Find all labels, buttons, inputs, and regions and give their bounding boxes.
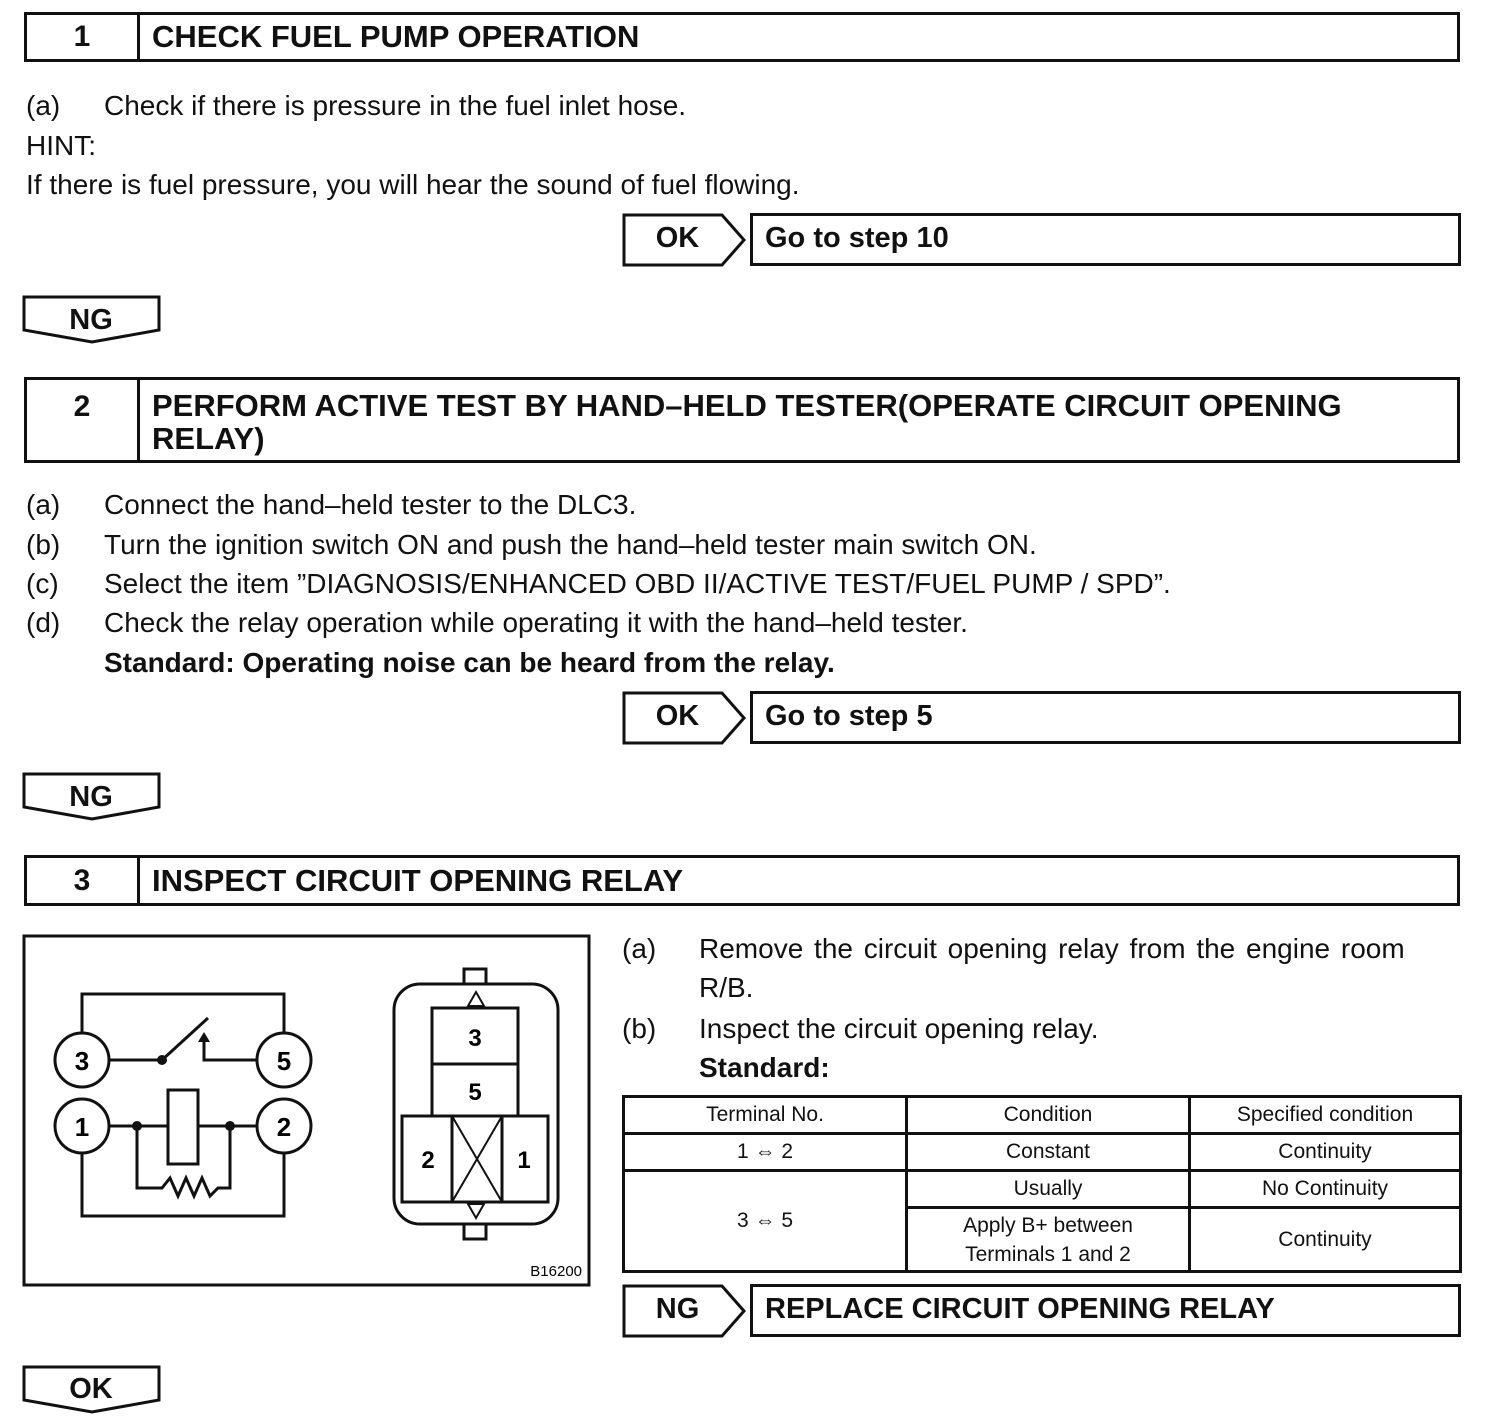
step-2-header	[24, 377, 1460, 463]
table-cell: 1 ⇔ 2	[624, 1134, 907, 1171]
item-text-cont: R/B.	[699, 972, 754, 1003]
step-title: INSPECT CIRCUIT OPENING RELAY	[152, 863, 684, 898]
table-cell: No Continuity	[1190, 1171, 1461, 1208]
table-cell-line: Terminals 1 and 2	[965, 1242, 1131, 1266]
ok-result-box: Go to step 5	[750, 691, 1461, 744]
terminal-1-label: 1	[74, 1112, 90, 1142]
item-text: Connect the hand–held tester to the DLC3.	[104, 489, 637, 520]
relay-cell-1: 1	[517, 1147, 531, 1174]
step-number: 2	[27, 380, 140, 460]
ng-label: NG	[69, 304, 113, 336]
standard-label: Standard:	[699, 1052, 830, 1083]
ok-label: OK	[655, 222, 700, 254]
table-cell: 3 ⇔ 5	[624, 1171, 907, 1272]
item-text: Inspect the circuit opening relay.	[699, 1013, 1099, 1044]
hint-text: If there is fuel pressure, you will hear the sound of fuel flowing.	[26, 169, 800, 200]
item-label: (a)	[26, 90, 61, 121]
step-title: CHECK FUEL PUMP OPERATION	[152, 19, 640, 54]
item-text: Select the item ”DIAGNOSIS/ENHANCED OBD II/ACTIVE TEST/FUEL PUMP / SPD”.	[104, 568, 1171, 599]
item-text: Check if there is pressure in the fuel inlet hose.	[104, 90, 687, 121]
step-number: 3	[27, 858, 140, 903]
item-text: Check the relay operation while operating it with the hand–held tester.	[104, 607, 968, 638]
standard-text: Standard: Operating noise can be heard from the relay.	[104, 647, 835, 678]
table-cell: Usually	[907, 1171, 1190, 1208]
ok-label: OK	[655, 700, 700, 732]
terminal-2-label: 2	[276, 1112, 292, 1142]
ng-label: NG	[69, 781, 113, 813]
step-title-line1: PERFORM ACTIVE TEST BY HAND–HELD TESTER(OPERATE CIRCUIT OPENING	[152, 388, 1342, 423]
item-label: (d)	[26, 607, 61, 638]
ng-label: NG	[655, 1293, 700, 1325]
item-text: Turn the ignition switch ON and push the hand–held tester main switch ON.	[104, 529, 1037, 560]
item-label: (b)	[622, 1013, 657, 1044]
diagram-code: B16200	[530, 1263, 582, 1280]
table-cell-line: Apply B+ between	[963, 1213, 1133, 1237]
table-header: Specified condition	[1190, 1097, 1461, 1134]
table-header: Terminal No.	[624, 1097, 907, 1134]
terminal-5-label: 5	[276, 1046, 292, 1076]
item-label: (a)	[622, 933, 657, 964]
step-title-line2: RELAY)	[152, 421, 265, 456]
hint-label: HINT:	[26, 130, 96, 161]
ng-result-box: REPLACE CIRCUIT OPENING RELAY	[750, 1284, 1461, 1337]
table-header: Condition	[907, 1097, 1190, 1134]
item-label: (c)	[26, 568, 59, 599]
table-cell: Continuity	[1190, 1134, 1461, 1171]
table-cell: Constant	[907, 1134, 1190, 1171]
item-label: (b)	[26, 529, 61, 560]
relay-circuit-diagram	[22, 934, 592, 1288]
terminal-3-label: 3	[74, 1046, 90, 1076]
step-1-header	[24, 12, 1460, 62]
relay-cell-2: 2	[421, 1147, 435, 1174]
step-title	[140, 380, 1457, 460]
relay-cell-5: 5	[468, 1079, 482, 1106]
table-cell: Continuity	[1190, 1208, 1461, 1272]
spec-table	[622, 1095, 1462, 1273]
ok-label: OK	[69, 1373, 113, 1405]
ok-result-box: Go to step 10	[750, 213, 1461, 266]
step-3-header	[24, 855, 1460, 906]
step-number: 1	[27, 15, 140, 59]
item-text: Remove the circuit opening relay from the engine room	[699, 933, 1405, 964]
relay-cell-3: 3	[468, 1025, 482, 1052]
item-label: (a)	[26, 489, 61, 520]
table-cell	[907, 1208, 1190, 1272]
